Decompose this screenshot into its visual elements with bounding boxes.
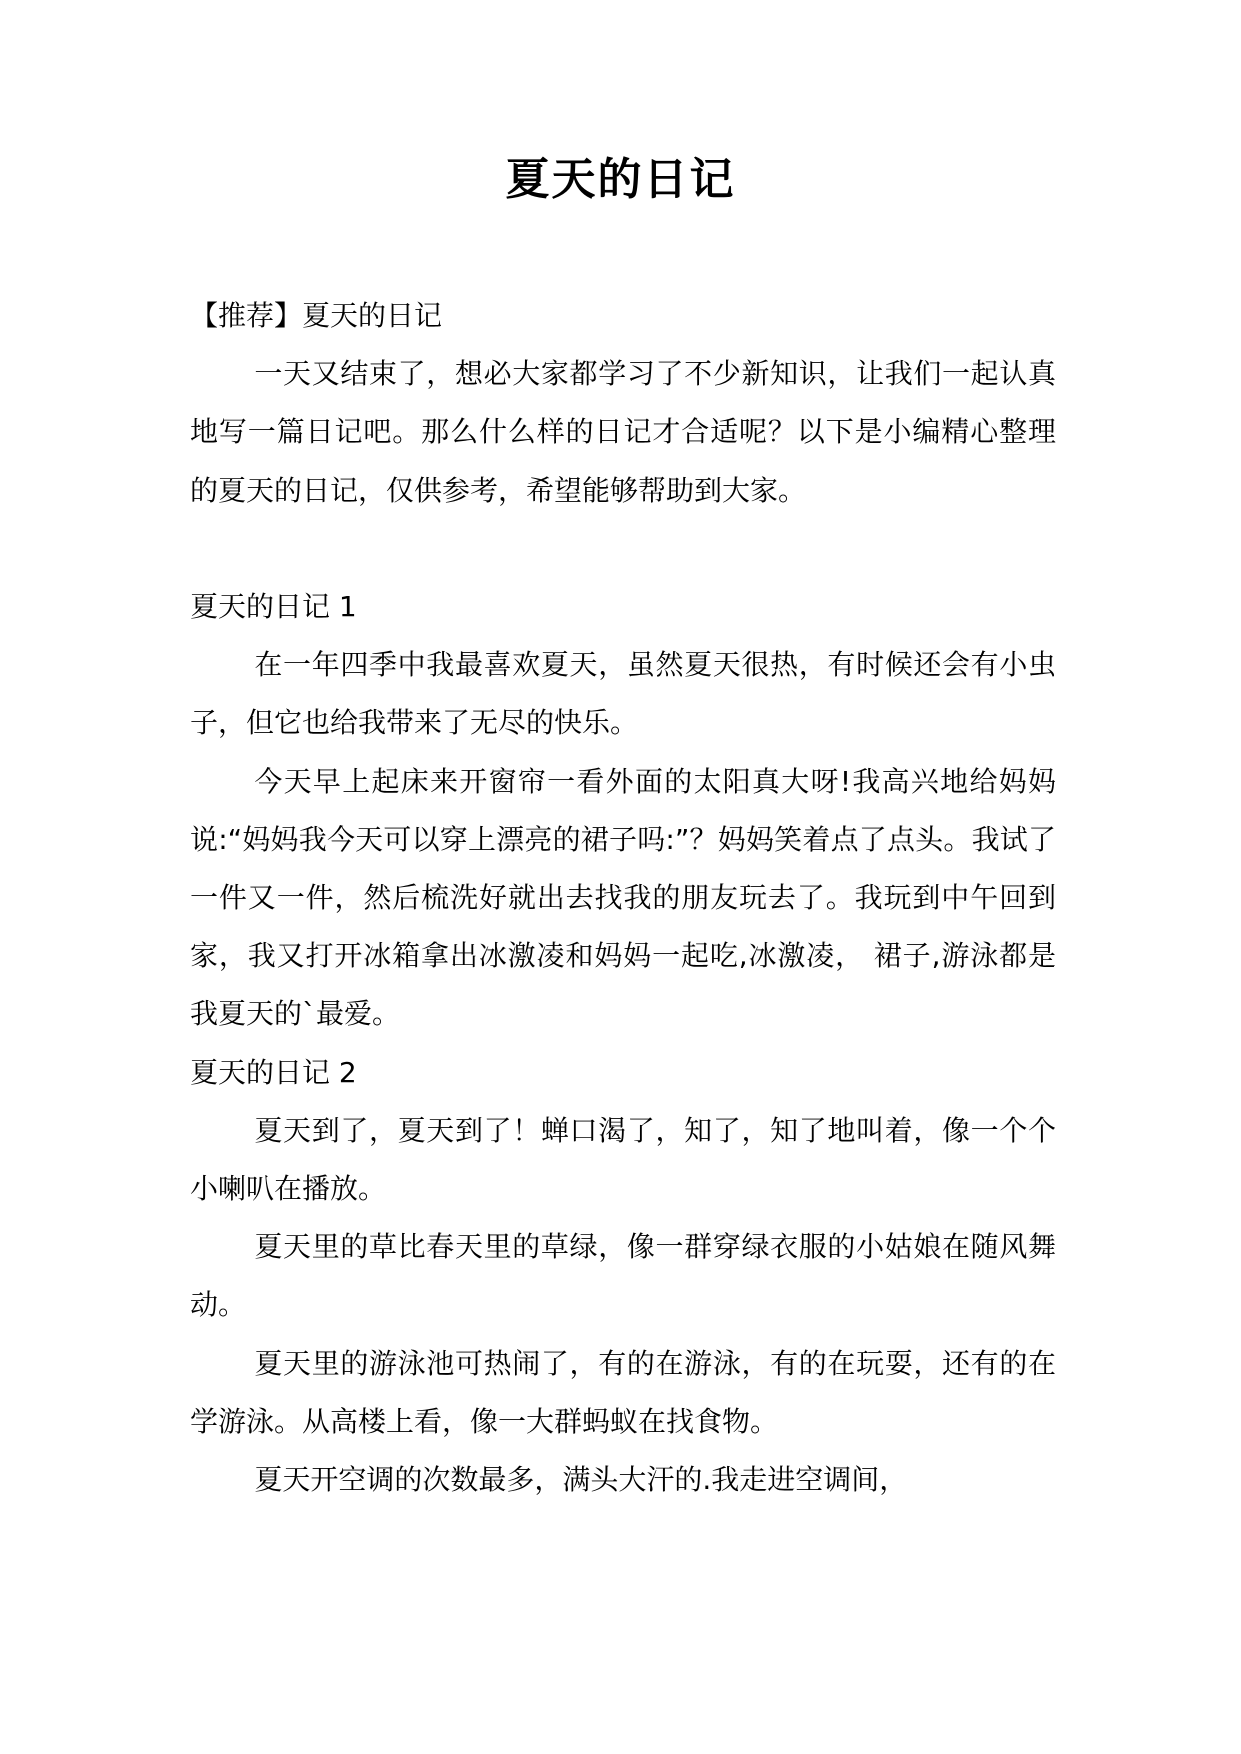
section-heading-2: 夏天的日记 2 <box>190 1055 357 1089</box>
section-1-paragraph-2: 今天早上起床来开窗帘一看外面的太阳真大呀!我高兴地给妈妈说:“妈妈我今天可以穿上漂亮的裙子吗:”？妈妈笑着点了点头。我试了一件又一件，然后梳洗好就出去找我的朋友玩去了。我玩到中午回到家，我又打开冰箱拿出冰激凌和妈妈一起吃,冰激凌， 裙子,游泳都是我夏天的`最爱。 <box>190 764 1056 1031</box>
document-title: 夏天的日记 <box>505 154 736 205</box>
section-heading-1: 夏天的日记 1 <box>190 590 357 623</box>
section-2-paragraph-1: 夏天到了，夏天到了！蝉口渴了，知了，知了地叫着，像一个个小喇叭在播放。 <box>190 1113 1056 1206</box>
document-subtitle: 【推荐】夏天的日记 <box>190 299 443 332</box>
document-body <box>190 287 1056 1509</box>
section-2-paragraph-2: 夏天里的草比春天里的草绿，像一群穿绿衣服的小姑娘在随风舞动。 <box>190 1230 1056 1322</box>
section-1-paragraph-1: 在一年四季中我最喜欢夏天，虽然夏天很热，有时候还会有小虫子，但它也给我带来了无尽的快乐。 <box>190 648 1056 740</box>
intro-paragraph: 一天又结束了，想必大家都学习了不少新知识，让我们一起认真地写一篇日记吧。那么什么样的日记才合适呢？以下是小编精心整理的夏天的日记，仅供参考，希望能够帮助到大家。 <box>190 357 1056 507</box>
section-gap <box>190 520 1056 578</box>
section-2-paragraph-3: 夏天里的游泳池可热闹了，有的在游泳，有的在玩耍，还有的在学游泳。从高楼上看，像一大群蚂蚁在找食物。 <box>190 1346 1056 1438</box>
section-2-paragraph-4: 夏天开空调的次数最多，满头大汗的.我走进空调间， <box>254 1463 908 1497</box>
